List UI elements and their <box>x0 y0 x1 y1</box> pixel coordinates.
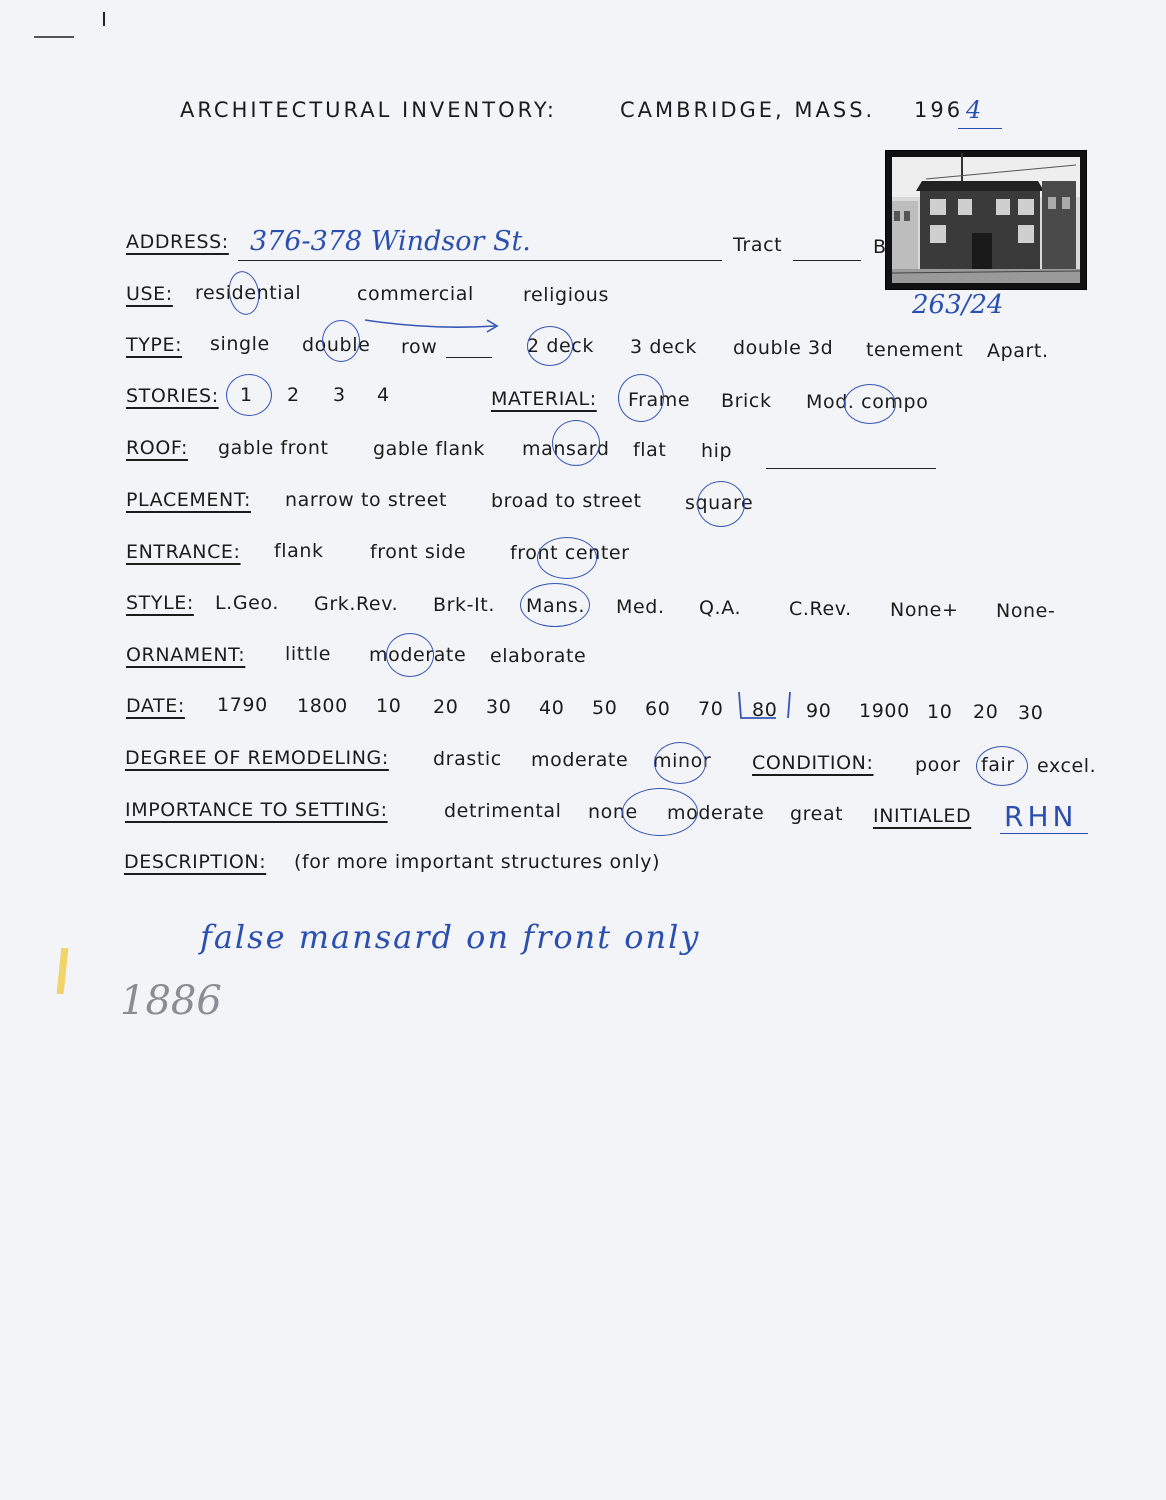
type-option: 2 deck <box>527 335 594 357</box>
date-option: 30 <box>486 696 512 718</box>
ornament-option: moderate <box>369 644 467 666</box>
stories-selected-circle <box>226 374 272 416</box>
remodeling-label: DEGREE OF REMODELING: <box>125 747 389 769</box>
date-option: 90 <box>806 700 832 722</box>
date-option: 70 <box>698 698 724 720</box>
style-option: Mans. <box>526 595 586 617</box>
date-label: DATE: <box>126 695 185 717</box>
stories-option: 3 <box>333 384 346 406</box>
date-option: 1790 <box>217 694 268 716</box>
importance-selected-circle <box>622 788 698 836</box>
style-option: Med. <box>616 596 665 618</box>
importance-option: great <box>790 803 844 825</box>
material-option: Brick <box>721 390 772 412</box>
importance-option: none <box>588 801 638 823</box>
type-label: TYPE: <box>126 334 183 356</box>
year-underline <box>958 128 1002 129</box>
style-option: C.Rev. <box>789 598 852 620</box>
stories-option: 4 <box>377 384 390 406</box>
date-option: 10 <box>376 695 402 717</box>
use-option: religious <box>523 284 609 306</box>
photo-caption: 263/24 <box>912 290 1004 320</box>
use-label: USE: <box>126 283 173 305</box>
condition-option: poor <box>915 754 961 776</box>
material-option: Frame <box>628 389 691 411</box>
style-option: None- <box>996 600 1056 622</box>
placement-option: square <box>685 492 754 514</box>
material-selected-circle-compo <box>844 384 896 424</box>
importance-option: detrimental <box>444 800 562 822</box>
entrance-option: front side <box>370 541 467 563</box>
roof-option: mansard <box>522 438 610 460</box>
entrance-option: flank <box>274 540 324 562</box>
date-option: 1900 <box>859 700 910 722</box>
form-year-printed: 196 <box>914 98 964 122</box>
date-option: 20 <box>433 696 459 718</box>
type-selected-circle-2deck <box>527 326 573 366</box>
use-option: residential <box>195 282 302 304</box>
entrance-option: front center <box>510 542 630 564</box>
address-line <box>238 260 722 261</box>
ornament-selected-circle <box>386 633 434 677</box>
building-photo-image <box>886 151 1086 289</box>
use-selected-circle <box>225 269 262 318</box>
style-selected-circle <box>520 583 590 627</box>
highlighter-mark <box>57 948 69 994</box>
material-selected-circle-frame <box>618 374 664 422</box>
style-option: Brk-It. <box>433 594 495 616</box>
initialed-label: INITIALED <box>873 805 972 827</box>
type-arrow <box>365 320 495 327</box>
date-option: 1800 <box>297 695 348 717</box>
placement-label: PLACEMENT: <box>126 489 251 511</box>
style-option: Q.A. <box>699 597 742 619</box>
style-label: STYLE: <box>126 592 194 614</box>
description-note: (for more important structures only) <box>294 851 661 873</box>
remodeling-option: drastic <box>433 748 502 770</box>
use-option: commercial <box>357 283 474 305</box>
entrance-label: ENTRANCE: <box>126 541 241 563</box>
condition-selected-circle <box>976 746 1028 786</box>
form-year-handwritten: 4 <box>966 96 982 124</box>
type-row-line <box>446 357 492 358</box>
stories-option: 2 <box>287 384 300 406</box>
type-option: Apart. <box>987 340 1049 362</box>
corner-mark <box>103 12 105 26</box>
roof-label: ROOF: <box>126 437 188 459</box>
type-selected-circle-double <box>322 320 360 362</box>
address-label: ADDRESS: <box>126 231 229 253</box>
condition-option: fair <box>981 754 1015 776</box>
type-option: double <box>302 334 371 356</box>
description-text: false mansard on front only <box>200 918 701 956</box>
roof-other-line <box>766 468 936 469</box>
type-option: double 3d <box>733 337 834 359</box>
date-option: 60 <box>645 698 671 720</box>
date-bracket-right <box>788 692 790 718</box>
placement-option: narrow to street <box>285 489 448 511</box>
block-label: B <box>873 236 887 258</box>
building-photo <box>885 150 1087 290</box>
ornament-option: elaborate <box>490 645 587 667</box>
importance-label: IMPORTANCE TO SETTING: <box>125 799 388 821</box>
form-title: ARCHITECTURAL INVENTORY: <box>180 98 557 122</box>
remodeling-selected-circle <box>654 742 706 784</box>
date-option: 80 <box>752 699 778 721</box>
roof-selected-circle <box>552 420 600 466</box>
tract-line <box>793 260 861 261</box>
entrance-selected-circle <box>537 537 597 579</box>
remodeling-option: minor <box>653 750 712 772</box>
address-value: 376-378 Windsor St. <box>250 226 531 257</box>
corner-dash <box>34 36 74 38</box>
condition-option: excel. <box>1037 755 1097 777</box>
ornament-label: ORNAMENT: <box>126 644 246 666</box>
material-option: Mod. compo <box>806 391 929 413</box>
date-option: 10 <box>927 701 953 723</box>
placement-option: broad to street <box>491 490 642 512</box>
roof-option: hip <box>701 440 733 462</box>
material-label: MATERIAL: <box>491 388 597 410</box>
style-option: None+ <box>890 599 959 621</box>
stories-label: STORIES: <box>126 385 219 407</box>
type-arrow-head <box>487 320 497 332</box>
date-option: 50 <box>592 697 618 719</box>
importance-option: moderate <box>667 802 765 824</box>
type-option: 3 deck <box>630 336 697 358</box>
description-label: DESCRIPTION: <box>124 851 267 873</box>
date-option: 40 <box>539 697 565 719</box>
style-option: L.Geo. <box>215 592 279 614</box>
roof-option: flat <box>633 439 667 461</box>
type-option: tenement <box>866 339 964 361</box>
type-option: single <box>210 333 270 355</box>
initialed-underline <box>1000 833 1088 834</box>
ornament-option: little <box>285 643 332 665</box>
roof-option: gable flank <box>373 438 486 460</box>
type-option: row <box>401 336 438 358</box>
date-option: 30 <box>1018 702 1044 724</box>
style-option: Grk.Rev. <box>314 593 399 615</box>
margin-note: 1886 <box>120 978 222 1024</box>
tract-label: Tract <box>733 234 783 256</box>
stories-option: 1 <box>240 384 253 406</box>
date-option: 20 <box>973 701 999 723</box>
remodeling-option: moderate <box>531 749 629 771</box>
placement-selected-circle <box>697 481 745 527</box>
initialed-value: RHN <box>1004 800 1078 833</box>
roof-option: gable front <box>218 437 329 459</box>
form-place: CAMBRIDGE, MASS. <box>620 98 876 122</box>
condition-label: CONDITION: <box>752 752 874 774</box>
